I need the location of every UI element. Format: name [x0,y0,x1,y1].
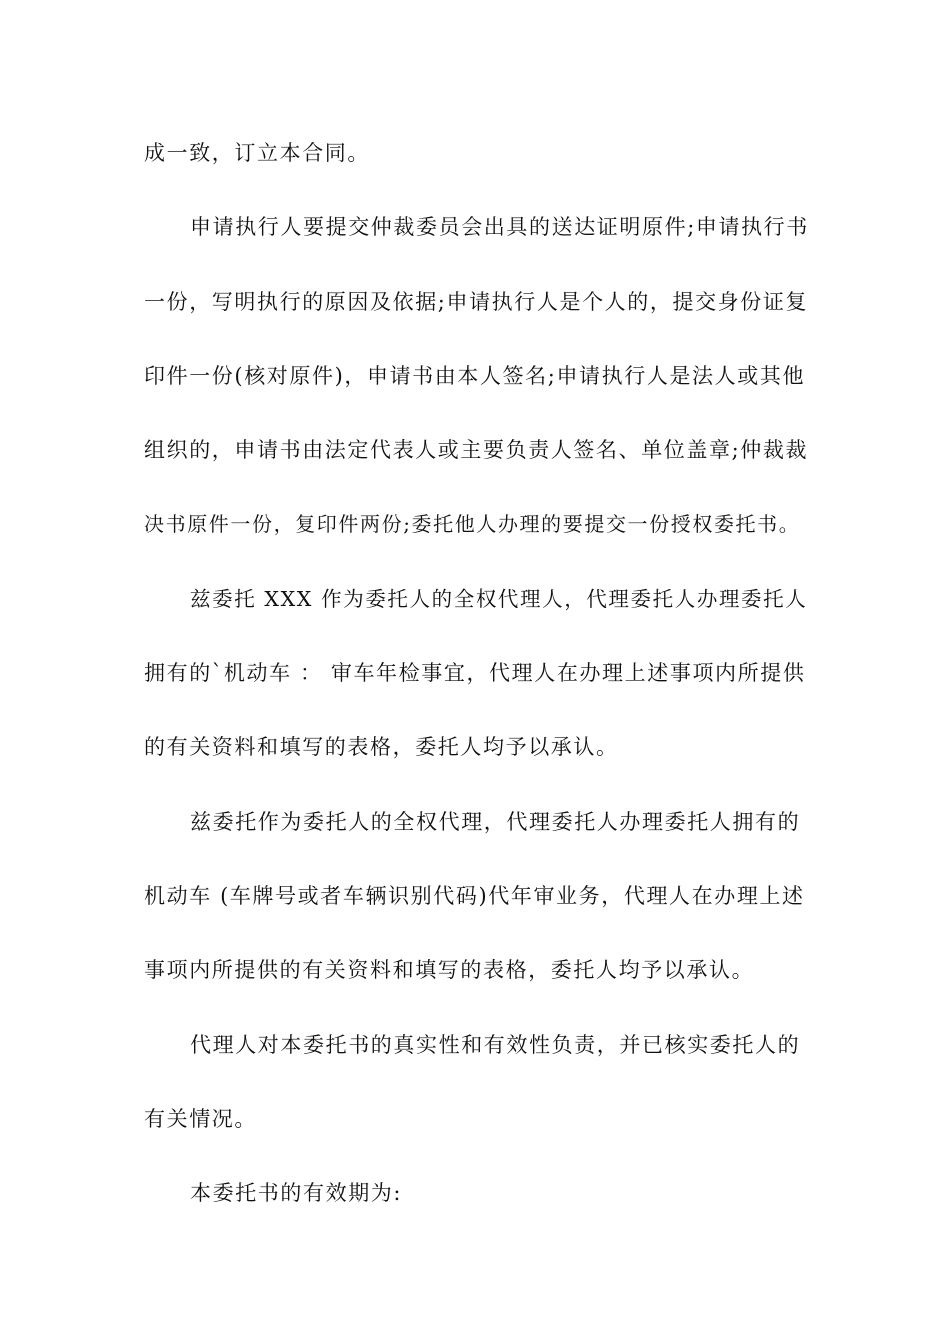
text-line: 组织的，申请书由法定代表人或主要负责人签名、单位盖章;仲裁裁 [144,438,809,462]
text-line: 本委托书的有效期为: [190,1181,403,1205]
text-line: 兹委托作为委托人的全权代理，代理委托人办理委托人拥有的 [190,810,801,834]
text-line: 兹委托 XXX 作为委托人的全权代理人，代理委托人办理委托人 [190,587,808,611]
text-line: 一份，写明执行的原因及依据;申请执行人是个人的，提交身份证复 [144,290,809,314]
text-line: 有关情况。 [144,1107,257,1131]
text-line: 申请执行人要提交仲裁委员会出具的送达证明原件;申请执行书 [190,215,809,239]
text-line: 拥有的`机动车 ： 审车年检事宜，代理人在办理上述事项内所提供 [144,661,806,685]
text-line: 决书原件一份，复印件两份;委托他人办理的要提交一份授权委托书。 [144,512,801,536]
text-line: 事项内所提供的有关资料和填写的表格，委托人均予以承认。 [144,958,755,982]
text-line: 成一致，订立本合同。 [144,141,370,165]
text-line: 机动车 (车牌号或者车辆识别代码)代年审业务，代理人在办理上述 [144,884,805,908]
text-line: 印件一份(核对原件)，申请书由本人签名;申请执行人是法人或其他 [144,364,806,388]
text-line: 代理人对本委托书的真实性和有效性负责，并已核实委托人的 [190,1033,801,1057]
text-line: 的有关资料和填写的表格，委托人均予以承认。 [144,735,619,759]
